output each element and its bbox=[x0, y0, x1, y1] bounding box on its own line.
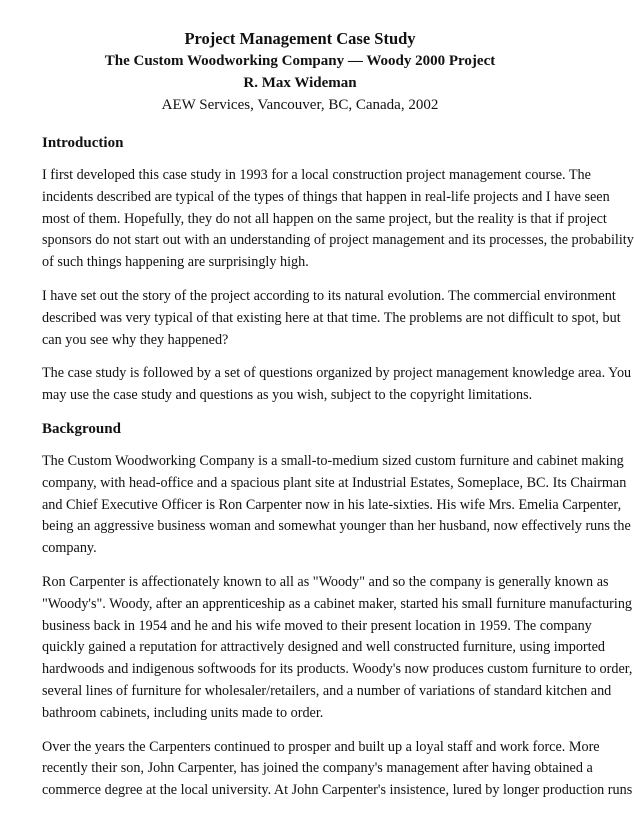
text-line: recently their son, John Carpenter, has joined the company's management after having obtained a bbox=[42, 760, 593, 777]
text-line: I first developed this case study in 1993 for a local construction project management course. The bbox=[42, 167, 591, 183]
text-line: The case study is followed by a set of questions organized by project management knowledge area. You bbox=[42, 365, 632, 382]
text-line: The Custom Woodworking Company is a small-to-medium sized custom furniture and cabinet making bbox=[42, 452, 624, 469]
text-line: described was very typical of that existing here at that time. The problems are not difficult to spot, but bbox=[42, 309, 621, 326]
background-paragraph-1 bbox=[42, 451, 631, 560]
text-line: quickly gained a reputation for attractively designed and well constructed furniture, using imported bbox=[42, 639, 605, 656]
background-paragraph-3 bbox=[42, 737, 633, 802]
text-line: most of them. Hopefully, they do not all happen on the same project, but the reality is that if project bbox=[42, 210, 607, 227]
text-line: Over the years the Carpenters continued to prosper and built up a loyal staff and work force. More bbox=[42, 738, 600, 755]
text-line: being an aggressive business woman and somewhat younger than her husband, now effectively runs the bbox=[42, 518, 631, 535]
document-author: R. Max Wideman bbox=[243, 75, 357, 91]
text-line: and Chief Executive Officer is Ron Carpenter now in his late-sixties. His wife Mrs. Emelia Carpenter, bbox=[42, 496, 622, 513]
text-line: can you see why they happened? bbox=[42, 331, 229, 348]
document-affiliation: AEW Services, Vancouver, BC, Canada, 2002 bbox=[161, 97, 439, 113]
text-line: company. bbox=[42, 540, 97, 557]
text-line: I have set out the story of the project according to its natural evolution. The commercial environment bbox=[42, 287, 616, 304]
section-heading-introduction: Introduction bbox=[42, 135, 124, 151]
text-line: may use the case study and questions as you wish, subject to the copyright limitations. bbox=[42, 387, 533, 404]
text-line: commerce degree at the local university. At John Carpenter's insistence, lured by longer production runs bbox=[42, 782, 633, 799]
intro-paragraph-3 bbox=[42, 363, 632, 407]
document-subtitle: The Custom Woodworking Company — Woody 2000 Project bbox=[104, 53, 496, 69]
text-line: of such things happening are surprisingly high. bbox=[42, 254, 309, 271]
text-line: incidents described are typical of the types of things that happen in real-life projects and I have seen bbox=[42, 188, 610, 205]
text-line: "Woody's". Woody, after an apprenticeship as a cabinet maker, started his small furniture manufacturing bbox=[42, 595, 633, 612]
text-line: Ron Carpenter is affectionately known to all as "Woody" and so the company is generally known as bbox=[42, 573, 609, 590]
text-line: bathroom cabinets, including units made to order. bbox=[42, 704, 324, 721]
section-heading-background: Background bbox=[42, 420, 121, 437]
text-line: several lines of furniture for wholesaler/retailers, and a number of variations of standard kitchen and bbox=[42, 682, 612, 699]
document-header bbox=[0, 28, 600, 116]
intro-paragraph-1 bbox=[42, 165, 634, 274]
document-title: Project Management Case Study bbox=[184, 29, 416, 48]
document-body bbox=[42, 133, 634, 814]
text-line: sponsors do not start out with an understanding of project management and its processes, the probability bbox=[42, 232, 634, 249]
text-line: business back in 1954 and he and his wife moved to their present location in 1959. The company bbox=[42, 617, 592, 634]
text-line: company, with head-office and a spacious plant site at Industrial Estates, Someplace, BC. Its Chairman bbox=[42, 474, 627, 491]
background-paragraph-2 bbox=[42, 572, 633, 725]
text-line: hardwoods and indigenous softwoods for its products. Woody's now produces custom furniture to order, bbox=[42, 661, 633, 678]
intro-paragraph-2 bbox=[42, 286, 621, 351]
